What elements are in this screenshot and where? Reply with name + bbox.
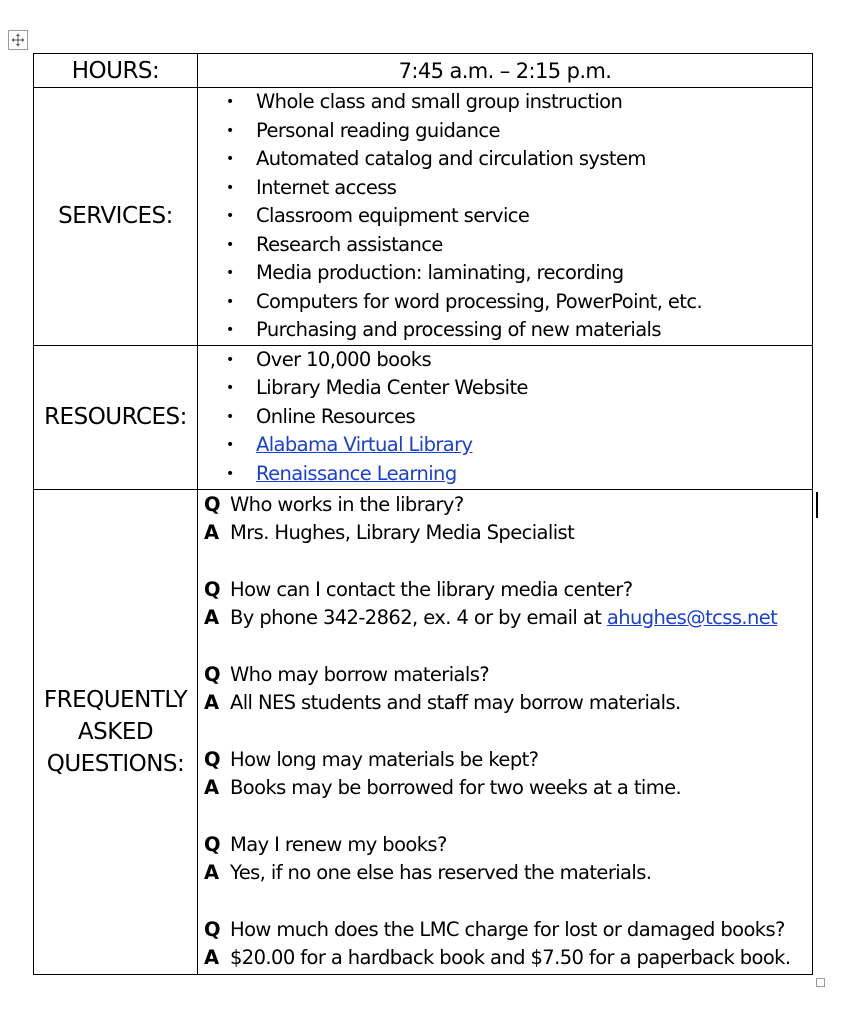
faq-answer: Books may be borrowed for two weeks at a time. [230, 776, 682, 799]
resources-label: RESOURCES: [34, 345, 198, 489]
list-item: • Automated catalog and circulation system [226, 145, 812, 174]
resources-cell [198, 345, 813, 489]
list-item: • Classroom equipment service [226, 202, 812, 231]
faq-label-line: ASKED [77, 718, 154, 745]
table-move-handle[interactable] [8, 30, 28, 50]
faq-question: May I renew my books? [230, 832, 447, 856]
question-tag: Q [204, 832, 220, 856]
faq-answer: By phone 342-2862, ex. 4 or by email at [230, 606, 607, 629]
faq-item [204, 831, 812, 888]
hours-row [34, 54, 813, 88]
answer-tag: A [204, 861, 219, 884]
faq-item [204, 746, 812, 803]
question-tag: Q [204, 577, 220, 601]
faq-answer: $20.00 for a hardback book and $7.50 for a paperback book. [230, 946, 791, 969]
services-cell [198, 88, 813, 346]
answer-tag: A [204, 946, 219, 969]
answer-tag: A [204, 606, 219, 629]
faq-question: How much does the LMC charge for lost or damaged books? [230, 917, 785, 941]
faq-question: Who may borrow materials? [230, 662, 489, 686]
table-resize-handle[interactable] [816, 978, 825, 987]
list-item: • Purchasing and processing of new materials [226, 316, 812, 345]
alabama-virtual-library-link[interactable]: Alabama Virtual Library [256, 433, 473, 457]
question-tag: Q [204, 747, 220, 771]
services-list [198, 88, 812, 345]
faq-row [34, 489, 813, 974]
list-item: • Online Resources [226, 403, 812, 432]
faq-answer: Yes, if no one else has reserved the materials. [230, 861, 652, 884]
faq-answer: All NES students and staff may borrow materials. [230, 691, 681, 714]
faq-answer: Mrs. Hughes, Library Media Specialist [230, 521, 575, 544]
list-item [226, 460, 812, 489]
faq-item [204, 661, 812, 718]
answer-tag: A [204, 776, 219, 799]
faq-item [204, 576, 812, 633]
hours-label: HOURS: [34, 54, 198, 88]
list-item: • Whole class and small group instruction [226, 88, 812, 117]
email-link[interactable]: ahughes@tcss.net [606, 606, 778, 629]
renaissance-learning-link[interactable]: Renaissance Learning [256, 461, 457, 485]
answer-tag: A [204, 521, 219, 544]
faq-label [34, 489, 198, 974]
faq-label-line: FREQUENTLY [43, 686, 188, 713]
question-tag: Q [204, 662, 220, 686]
faq-item [204, 491, 812, 548]
move-arrows-icon [11, 33, 25, 47]
faq-item [204, 916, 812, 973]
list-item: • Computers for word processing, PowerPoint, etc. [226, 288, 812, 317]
text-cursor [816, 492, 818, 518]
list-item: • Internet access [226, 174, 812, 203]
faq-label-line: QUESTIONS: [46, 750, 185, 777]
services-label: SERVICES: [34, 88, 198, 346]
resources-row [34, 345, 813, 489]
hours-value: 7:45 a.m. – 2:15 p.m. [198, 54, 813, 88]
list-item: • Over 10,000 books [226, 346, 812, 375]
list-item [226, 431, 812, 460]
services-row [34, 88, 813, 346]
list-item: • Research assistance [226, 231, 812, 260]
list-item: • Library Media Center Website [226, 374, 812, 403]
faq-question: How long may materials be kept? [230, 747, 539, 771]
answer-tag: A [204, 691, 219, 714]
question-tag: Q [204, 492, 220, 516]
resources-list [198, 346, 812, 489]
list-item: • Media production: laminating, recording [226, 259, 812, 288]
faq-cell [198, 489, 813, 974]
question-tag: Q [204, 917, 220, 941]
faq-question: Who works in the library? [230, 492, 464, 516]
faq-question: How can I contact the library media center? [230, 577, 633, 601]
list-item: • Personal reading guidance [226, 117, 812, 146]
library-info-table [33, 53, 813, 975]
